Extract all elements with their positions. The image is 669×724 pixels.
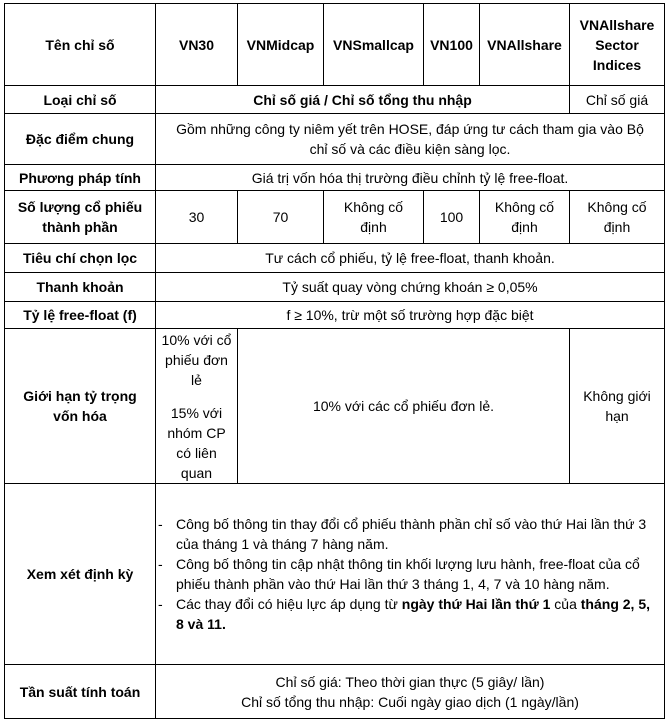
header-sector-indices: VNAllshare Sector Indices [570,4,665,86]
frequency-total-return: Chỉ số tổng thu nhập: Cuối ngày giao dịch (1 ngày/lần) [241,693,579,710]
header-row [5,4,665,86]
label-review: Xem xét định kỳ [5,484,156,665]
header-vn30: VN30 [156,4,238,86]
count-vn100: 100 [424,191,480,244]
cap-limit-others: 10% với các cổ phiếu đơn lẻ. [238,329,570,484]
row-general [5,114,665,165]
index-type-sector: Chỉ số giá [570,86,665,114]
index-type-main: Chỉ số giá / Chỉ số tổng thu nhập [156,86,570,114]
frequency-value [156,665,665,719]
count-sector: Không cố định [570,191,665,244]
header-vnmidcap: VNMidcap [238,4,324,86]
count-vn30: 30 [156,191,238,244]
label-selection: Tiêu chí chọn lọc [5,244,156,273]
review-item-text: Các thay đổi có hiệu lực áp dụng từ [176,596,402,612]
method-value: Giá trị vốn hóa thị trường điều chỉnh tỷ lệ free-float. [156,165,665,191]
frequency-price: Chỉ số giá: Theo thời gian thực (5 giây/ lần) [275,673,545,690]
freefloat-value: f ≥ 10%, trừ một số trường hợp đặc biệt [156,302,665,329]
review-item-text: Công bố thông tin cập nhật thông tin khối lượng lưu hành, free-float của cổ phiếu thành phần vào thứ Hai lần thứ 3 tháng 1, 4, 7 và 10 hàng năm. [176,556,640,592]
cap-limit-vn30-single: 10% với cổ phiếu đơn lẻ [161,331,232,388]
cap-limit-sector: Không giới hạn [570,329,665,484]
row-liquidity [5,273,665,302]
review-item-emphasis: ngày thứ Hai lần thứ 1 [401,596,551,612]
cap-limit-vn30-group: 15% với nhóm CP có liên quan [167,404,226,481]
review-item-text: Công bố thông tin thay đổi cổ phiếu thành phần chỉ số vào thứ Hai lần thứ 3 của tháng 1 và tháng 7 hàng năm. [176,516,647,552]
label-freefloat: Tỷ lệ free-float (f) [5,302,156,329]
review-item [156,594,660,634]
review-item [156,514,660,554]
row-frequency [5,665,665,719]
header-vn100: VN100 [424,4,480,86]
header-criteria: Tên chỉ số [5,4,156,86]
row-cap-limit [5,329,665,484]
row-selection [5,244,665,273]
general-value: Gồm những công ty niêm yết trên HOSE, đáp ứng tư cách tham gia vào Bộ chỉ số và các điều kiện sàng lọc. [156,114,665,165]
label-cap-limit: Giới hạn tỷ trọng vốn hóa [5,329,156,484]
row-count [5,191,665,244]
row-method [5,165,665,191]
count-vnallshare: Không cố định [480,191,570,244]
label-method: Phương pháp tính [5,165,156,191]
selection-value: Tư cách cổ phiếu, tỷ lệ free-float, thanh khoản. [156,244,665,273]
label-liquidity: Thanh khoản [5,273,156,302]
label-frequency: Tần suất tính toán [5,665,156,719]
cap-limit-vn30 [156,329,238,484]
header-vnsmallcap: VNSmallcap [324,4,424,86]
bullet-dash: - [158,516,163,532]
bullet-dash: - [158,596,163,612]
bullet-dash: - [158,556,163,572]
review-content [156,484,665,665]
label-general: Đặc điểm chung [5,114,156,165]
row-index-type [5,86,665,114]
row-freefloat [5,302,665,329]
label-index-type: Loại chỉ số [5,86,156,114]
review-item-text: của [550,596,581,612]
review-item [156,554,660,594]
count-vnmidcap: 70 [238,191,324,244]
index-comparison-table [4,3,665,719]
label-count: Số lượng cổ phiếu thành phần [5,191,156,244]
count-vnsmallcap: Không cố định [324,191,424,244]
review-item-emphasis: tháng 2, 5, 8 và 11. [176,596,650,632]
review-list [156,514,660,634]
liquidity-value: Tỷ suất quay vòng chứng khoán ≥ 0,05% [156,273,665,302]
row-review [5,484,665,665]
header-vnallshare: VNAllshare [480,4,570,86]
